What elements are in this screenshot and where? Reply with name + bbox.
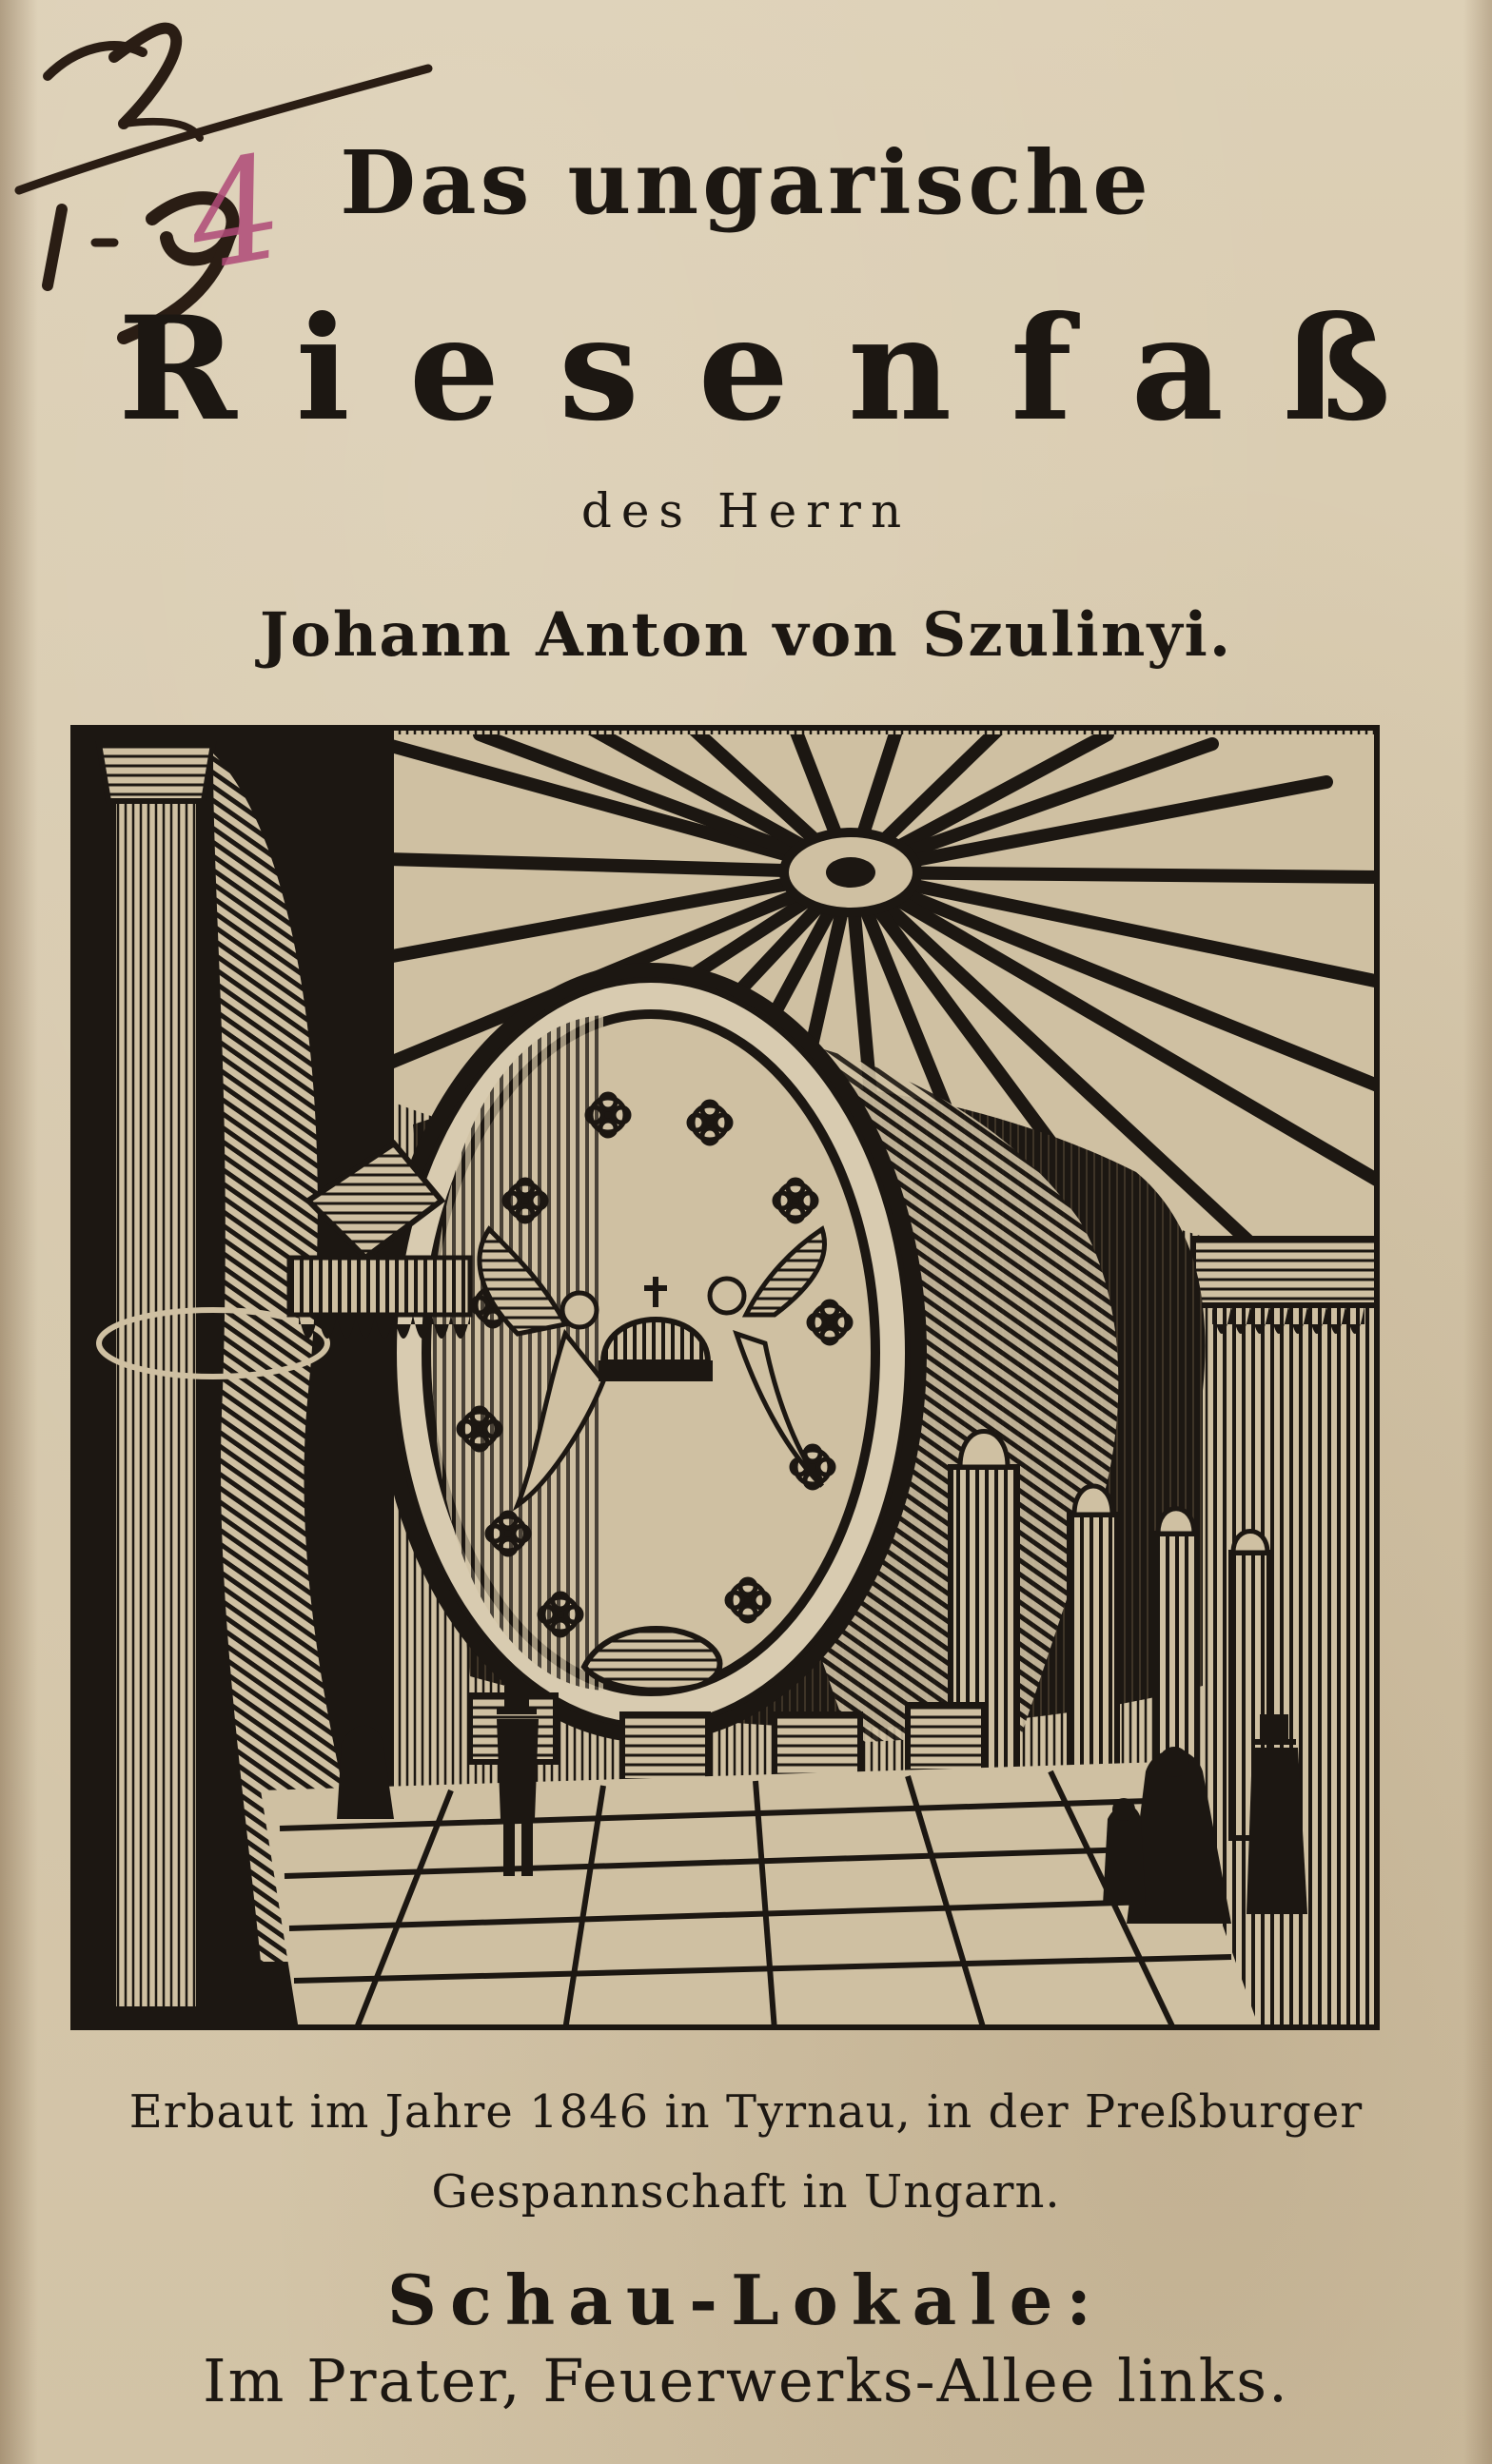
- venue-address: Im Prater, Feuerwerks-Allee links.: [203, 2346, 1289, 2415]
- venue-heading: Schau-Lokale:: [387, 2259, 1105, 2340]
- purple-stamp-number: 4: [176, 125, 295, 303]
- title-line-3: des Herrn: [580, 483, 912, 538]
- title-line-1: Das ungarische: [340, 131, 1152, 234]
- title-line-2: Riesenfaß: [118, 285, 1450, 453]
- caption-line-2: Gespannschaft in Ungarn.: [431, 2165, 1061, 2219]
- author-line: Johann Anton von Szulinyi.: [259, 599, 1233, 671]
- caption-line-1: Erbaut im Jahre 1846 in Tyrnau, in der Preßburger: [128, 2085, 1364, 2139]
- woodcut-illustration: [70, 725, 1380, 2030]
